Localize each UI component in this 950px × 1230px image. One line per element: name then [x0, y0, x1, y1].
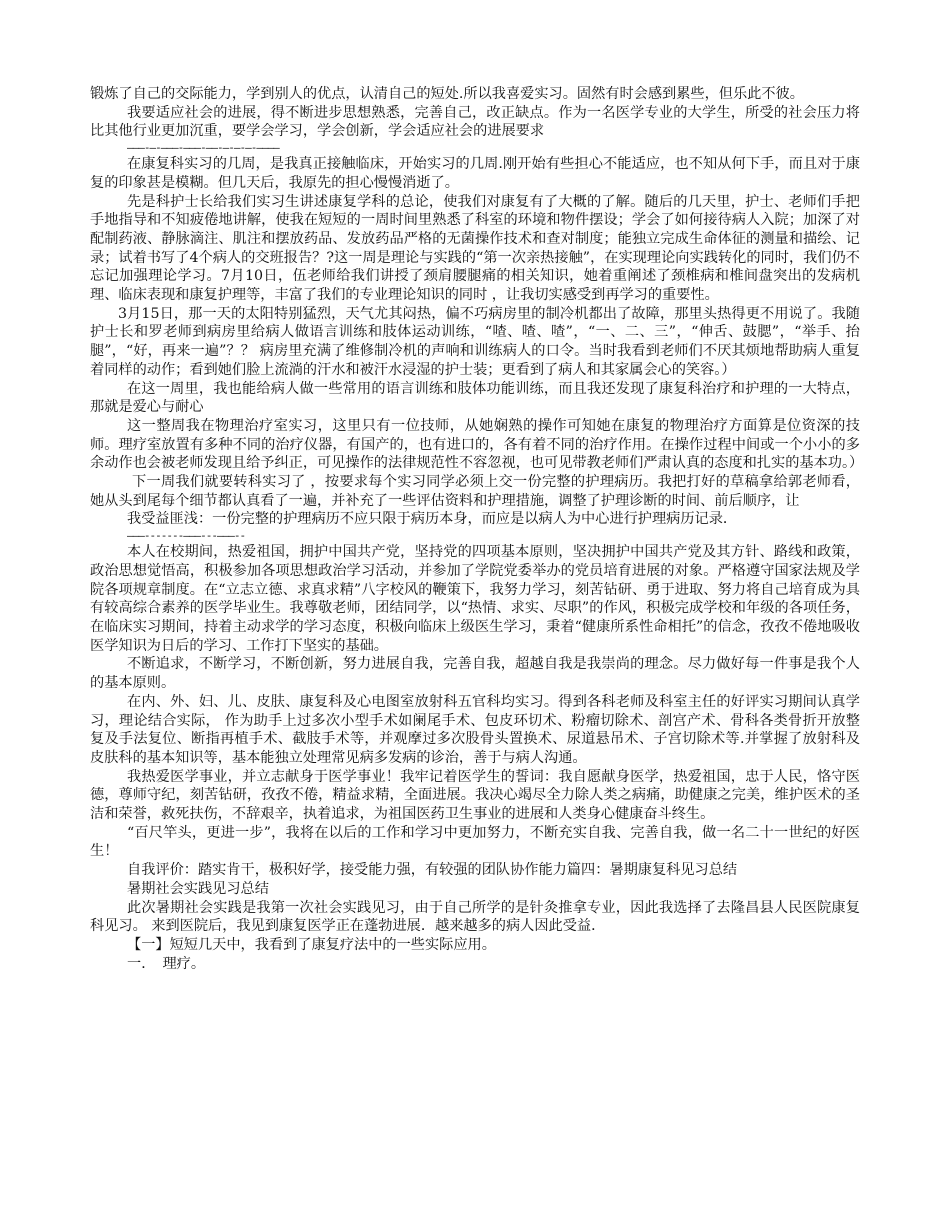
paragraph-9: 我受益匪浅：一份完整的护理病历不应只限于病历本身，而应是以病人为中心进行护理病历记录． [127, 511, 738, 528]
paragraph-7: 这一整周我在物理治疗室实习，这里只有一位技师，从她娴熟的操作可知她在康复的物理治疗方面算是位资深的技师。理疗室放置有多种不同的治疗仪器，有国产的，也有进口的，各有着不同的治疗作用。在操作过程中间或一个小小的多余动作也会被老师发现且给予纠正，可见操作的法律规范性不容忽视，也可见带教老师们严肃认真的态度和扎实的基本功。） [90, 417, 864, 472]
paragraph-15: 自我评价：踏实肯干，极积好学，接受能力强，有较强的团队协作能力篇四：暑期康复科见习总结 [127, 862, 738, 879]
paragraph-2: 我要适应社会的进展，得不断进步思想熟悉，完善自己，改正缺点。作为一名医学专业的大学生，所受的社会压力将比其他行业更加沉重，要学会学习，学会创新，学会适应社会的进展要求 [90, 104, 860, 140]
paragraph-14: “百尺竿头，更进一步”，我将在以后的工作和学习中更加努力，不断充实自我、完善自我，做一名二十一世纪的好医生！ [90, 824, 860, 860]
paragraph-13: 我热爱医学事业，并立志献身于医学事业！我牢记着医学生的誓词：我自愿献身医学，热爱祖国，忠于人民，恪守医德，尊师守纪，刻苦钻研，孜孜不倦，精益求精，全面进展。我决心竭尽全力除人类之病痛，助健康之完美，维护医术的圣洁和荣誉，救死扶伤，不辞艰辛，执着追求，为祖国医药卫生事业的进展和人类身心健康奋斗终生。 [90, 768, 860, 823]
paragraph-1: 锻炼了自己的交际能力，学到别人的优点，认清自己的短处.所以我喜爱实习。固然有时会感到累些，但乐此不彼。 [90, 86, 804, 102]
paragraph-3: 在康复科实习的几周，是我真正接触临床，开始实习的几周.刚开始有些担心不能适应，也不知从何下手，而且对于康复的印象甚是模糊。但几天后，我原先的担心慢慢消逝了。 [90, 156, 860, 191]
paragraph-10: 本人在校期间，热爱祖国，拥护中国共产党，坚持党的四项基本原则，坚决拥护中国共产党及其方针、路线和政策，政治思想觉悟高，积极参加各项思想政治学习活动，并参加了学院党委举办的党员培育进展的对象。严格遵守国家法规及学院各项规章制度。在“立志立德、求真求精”八字校风的鞭策下，我努力学习，刻苦钻研、勇于进取、努力将自己培育成为具有较高综合素养的医学毕业生。我尊敬老师，团结同学，以“热情、求实、尽职”的作风，积极完成学校和年级的各项任务，在临床实习期间，持着主动求学的学习态度，积极向临床上级医生学习，秉着“健康所系性命相托”的信念，孜孜不倦地吸收医学知识为日后的学习、工作打下坚实的基础。 [90, 544, 860, 654]
paragraph-5: 3月15日，那一天的太阳特别猛烈，天气尤其闷热，偏不巧病房里的制冷机都出了故障，那里头热得更不用说了。我随护士长和罗老师到病房里给病人做语言训练和肢体运动训练，“喳、喳、喳”，“一、二、三”，“伸舌、鼓腮”，“举手、抬腿”，“好，再来一遍”？？ 病房里充满了维修制冷机的声响和训练病人的口令。当时我看到老师们不厌其烦地帮助病人重复着同样的动作；看到她们脸上流淌的汗水和被汗水浸湿的护士装；更看到了病人和其家属会心的笑容。） [90, 305, 860, 378]
paragraph-12: 在内、外、妇、儿、皮肤、康复科及心电图室放射科五官科均实习。得到各科老师及科室主任的好评实习期间认真学习，理论结合实际， 作为助手上过多次小型手术如阑尾手术、包皮环切术、粉瘤切除术、剖宫产术、骨科各类骨折开放整复及手法复位、断指再植手术、截肢手术等，并观摩过多次股骨头置换术、尿道悬吊术、子宫切除术等.并掌握了放射科及皮肤科的基本知识等，基本能独立处理常见病多发病的诊治，善于与病人沟通。 [90, 693, 860, 766]
separator-line-1: ———-—-———-———-——-—-—-—-———— [127, 141, 279, 155]
paragraph-16: 此次暑期社会实践是我第一次社会实践见习，由于自己所学的是针灸推拿专业，因此我选择了去隆昌县人民医院康复科见习。 来到医院后，我见到康复医学正在蓬勃进展．越来越多的病人因此受益． [90, 899, 860, 935]
separator-line-2: ———-------———---———-- [127, 529, 246, 543]
paragraph-4: 先是科护士长给我们实习生讲述康复学科的总论，使我们对康复有了大概的了解。随后的几天里，护士、老师们手把手地指导和不知疲倦地讲解，使我在短短的一周时间里熟悉了科室的环境和物件摆设；学会了如何接待病人入院；加深了对配制药液、静脉滴注、肌注和摆放药品、发放药品严格的无菌操作技术和查对制度；能独立完成生命体征的测量和描绘、记录；试着书写了4个病人的交班报告？?这一周是理论与实践的“第一次亲热接触”，在实现理论向实践转化的同时，我们仍不忘记加强理论学习。7月10日，伍老师给我们讲授了颈肩腰腿痛的相关知识，她着重阐述了颈椎病和椎间盘突出的发病机理、临床表现和康复护理等，丰富了我们的专业理论知识的同时 ，让我切实感受到再学习的重要性。 [90, 193, 860, 304]
paragraph-6: 在这一周里，我也能给病人做一些常用的语言训练和肢体功能训练，而且我还发现了康复科治疗和护理的一大特点，那就是爱心与耐心 [90, 380, 860, 416]
paragraph-18: 一． 理疗。 [127, 955, 206, 972]
section-title: 暑期社会实践见习总结 [127, 880, 269, 897]
paragraph-17: 【一】短短几天中，我看到了康复疗法中的一些实际应用。 [127, 936, 496, 953]
paragraph-8: 下一周我们就要转科实习了 ，按要求每个实习同学必须上交一份完整的护理病历。我把打好的草稿拿给郭老师看，她从头到尾每个细节都认真看了一遍，并补充了一些评估资料和护理措施，调整了护理诊断的时间、前后顺序，让 [90, 474, 860, 509]
paragraph-11: 不断追求，不断学习，不断创新，努力进展自我，完善自我，超越自我是我崇尚的理念。尽力做好每一件事是我个人的基本原则。 [90, 656, 860, 692]
